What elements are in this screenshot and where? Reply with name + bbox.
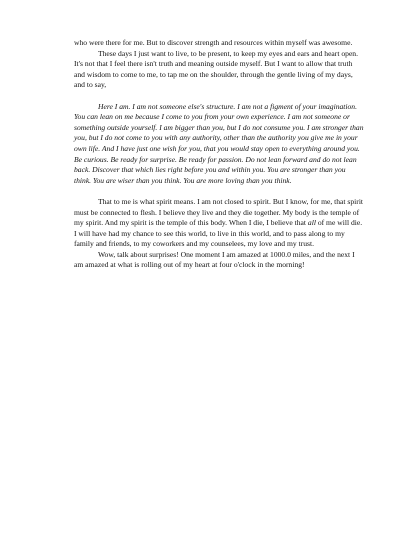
paragraph-quote: Here I am. I am not someone else's structure. I am not a figment of your imagination. You can lean on me because I come to you from your own experience. I am not someone or something outside yourself. I am bigger than you, but I do not consume you. I am stronger than you, but I do not come to you with any authority, other than the authority you give me in your own life. And I have just one wish for you, that you would stay open to everything around you. Be curious. Be ready for surprise. Be ready for passion. Do not lean forward and do not lean back. Discover that which lies right before you and within you. You are stronger than you think. You are wiser than you think. You are more loving than you think. bbox=[74, 101, 364, 185]
paragraph-spirit-emphasis: all bbox=[307, 218, 316, 228]
paragraph-spirit bbox=[74, 197, 364, 250]
paragraph-present: These days I just want to live, to be present, to keep my eyes and ears and heart open. It's not that I feel there isn't truth and meaning outside myself. But I want to allow that truth and wisdom to come to me, to tap me on the shoulder, through the gentle living of my days, and to say, bbox=[74, 48, 359, 90]
paragraph-spirit-part-1: That to me is what spirit means. I am not closed to spirit. But I know, for me, that spirit must be connected to flesh. I believe they live and they die together. My body is the temple of my spirit. And my spirit is the temple of this body. When I die, I believe that bbox=[74, 196, 364, 228]
paragraph-surprises: Wow, talk about surprises! One moment I am amazed at 1000.0 miles, and the next I am amazed at what is rolling out of my heart at four o'clock in the morning! bbox=[74, 249, 355, 270]
document-body bbox=[74, 38, 364, 271]
paragraph-continuation: who were there for me. But to discover strength and resources within myself was awesome. bbox=[74, 38, 353, 47]
paragraph-spirit-part-2: of me will die. I will have had my chance to see this world, to live in this world, and to pass along to my family and friends, to my coworkers and my counselees, my love and my trust. bbox=[74, 218, 363, 249]
